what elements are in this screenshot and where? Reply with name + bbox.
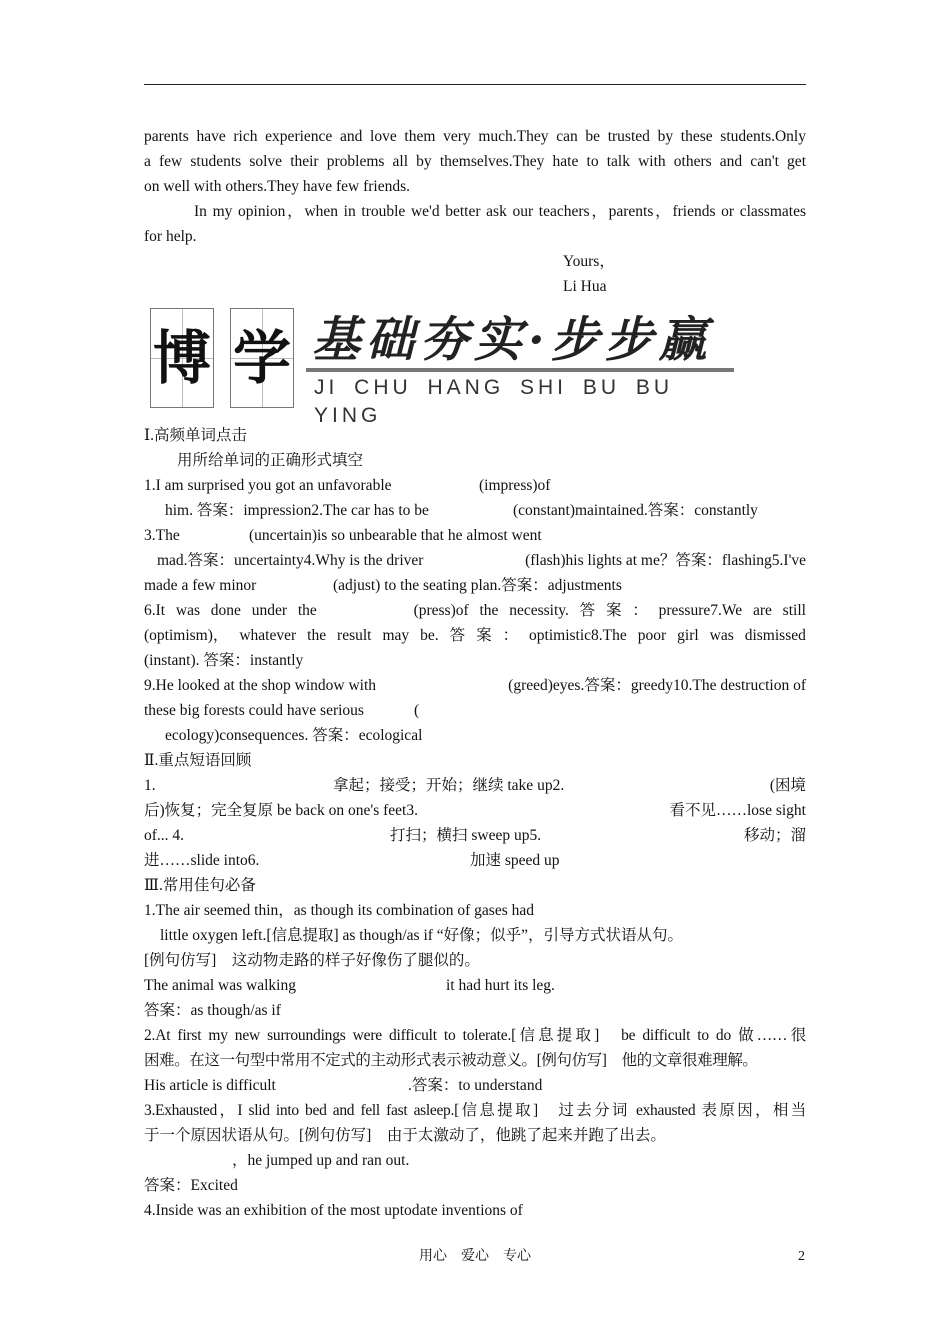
banner-title: 基础夯实·步步赢	[312, 312, 713, 368]
text: (greed)eyes.答案：greedy10.The destruction of	[508, 677, 806, 694]
text: 看不见……lose sight	[669, 802, 806, 819]
text: (instant). 答案：instantly	[144, 652, 304, 669]
w: done	[210, 602, 241, 619]
answer: 答案：as though/as if	[144, 1002, 281, 1019]
banner-char: 学	[230, 308, 294, 408]
text: His article is difficult	[144, 1077, 276, 1094]
section-instruction: 用所给单词的正确形式填空	[177, 452, 364, 469]
text	[144, 1048, 806, 1073]
w: result	[337, 627, 372, 644]
text: these big forests could have serious	[144, 702, 364, 719]
w: the	[479, 602, 499, 619]
w: 答	[449, 627, 466, 644]
text: 于一个原因状语从句。[例句仿写] 由于太激动了，他跳了起来并跑了出去。	[144, 1127, 666, 1144]
text: 3.The	[144, 527, 180, 544]
text: 拿起；接受；开始；继续 take up2.	[333, 777, 565, 794]
text: (constant)maintained.答案：constantly	[513, 502, 758, 519]
w: (optimism)，	[144, 627, 229, 644]
text: 1.I am surprised you got an unfavorable	[144, 477, 392, 494]
justified-line	[144, 623, 806, 648]
text: 3.Exhausted，I slid into bed and fell fast asleep.[信息提取] 过去分词 exhausted 表原因，相当	[144, 1102, 806, 1119]
w: whatever	[239, 627, 297, 644]
w: ：	[632, 602, 648, 619]
w: was	[709, 627, 734, 644]
page-footer: 用心 爱心 专心	[419, 1249, 531, 1264]
text: The animal was walking	[144, 977, 296, 994]
text: 移动；溜	[743, 827, 806, 844]
banner-subtitle: JI CHU HANG SHI BU BU YING	[314, 376, 674, 427]
text	[144, 1023, 806, 1048]
text: ，he jumped up and ran out.	[232, 1152, 410, 1169]
w: ：	[502, 627, 519, 644]
text: (adjust) to the seating plan.答案：adjustments	[333, 577, 622, 594]
w: 案	[605, 602, 622, 619]
text: 后)恢复；完全复原 be back on one's feet3.	[144, 802, 418, 819]
intro-line	[144, 149, 806, 174]
w: poor	[637, 627, 667, 644]
section-heading: Ⅱ.重点短语回顾	[144, 752, 252, 769]
banner-char: 博	[150, 308, 214, 408]
text: 9.He looked at the shop window with	[144, 677, 377, 694]
w: the	[297, 602, 317, 619]
text: (uncertain)is so unbearable that he almost went	[249, 527, 542, 544]
letter-closing: Yours，	[563, 253, 615, 270]
text: In my opinion，when in trouble we'd better ask our teachers，parents，friends or classmates	[194, 203, 806, 220]
w: 6.It	[144, 602, 166, 619]
banner-divider	[306, 368, 734, 372]
text: .答案：to understand	[408, 1077, 543, 1094]
text: [例句仿写] 这动物走路的样子好像伤了腿似的。	[144, 952, 480, 969]
text: 加速 speed up	[470, 852, 560, 869]
w: 答	[579, 602, 596, 619]
text: (impress)of	[479, 477, 551, 494]
text: 4.Inside was an exhibition of the most uptodate inventions of	[144, 1202, 523, 1219]
text: (flash)his lights at me？答案：flashing5.I've	[525, 552, 806, 569]
intro-line: for help.	[144, 228, 197, 245]
text: 1.The air seemed thin，as though its combination of gases had	[144, 902, 534, 919]
w: pressure7.We	[658, 602, 743, 619]
w: under	[251, 602, 288, 619]
text: 困难。在这一句型中常用不定式的主动形式表示被动意义。[例句仿写] 他的文章很难理解。	[144, 1052, 758, 1069]
text: 打扫；横扫 sweep up5.	[390, 827, 542, 844]
text: it had hurt its leg.	[446, 977, 555, 994]
header-rule	[144, 84, 806, 85]
section-heading: Ⅰ.高频单词点击	[144, 427, 247, 444]
w: optimistic8.The	[529, 627, 627, 644]
text: ecology)consequences. 答案：ecological	[165, 727, 423, 744]
text: little oxygen left.[信息提取] as though/as if “好像；似乎”，引导方式状语从句。	[160, 927, 684, 944]
w: be.	[420, 627, 439, 644]
text: mad.答案：uncertainty4.Why is the driver	[157, 552, 424, 569]
w: are	[752, 602, 772, 619]
intro-line	[144, 199, 806, 224]
section-heading: Ⅲ.常用佳句必备	[144, 877, 256, 894]
w: (press)of	[413, 602, 469, 619]
text: made a few minor	[144, 577, 257, 594]
text: 进……slide into6.	[144, 852, 260, 869]
w: the	[307, 627, 327, 644]
w: dismissed	[744, 627, 806, 644]
justified-line	[144, 598, 806, 623]
answer: 答案：Excited	[144, 1177, 238, 1194]
text: 1.	[144, 777, 156, 794]
page-number: 2	[798, 1249, 805, 1264]
w: girl	[677, 627, 699, 644]
text: him. 答案：impression2.The car has to be	[165, 502, 429, 519]
w: necessity.	[509, 602, 569, 619]
intro-line	[144, 124, 806, 149]
w: still	[782, 602, 806, 619]
text: (	[414, 702, 420, 719]
section-banner	[146, 304, 736, 427]
text	[144, 1098, 806, 1123]
text: a few students solve their problems all by themselves.They hate to talk with others and can't get	[144, 153, 806, 170]
text: parents have rich experience and love them very much.They can be trusted by these students.Only	[144, 128, 806, 145]
w: 案	[476, 627, 492, 644]
w: was	[175, 602, 200, 619]
text: of... 4.	[144, 827, 185, 844]
intro-line: on well with others.They have few friends.	[144, 178, 411, 195]
text: 2.At first my new surroundings were difficult to tolerate.[信息提取] be difficult to do 做……很	[144, 1027, 806, 1044]
letter-signature: Li Hua	[563, 278, 607, 295]
w: may	[382, 627, 410, 644]
text: (困境	[769, 777, 806, 794]
